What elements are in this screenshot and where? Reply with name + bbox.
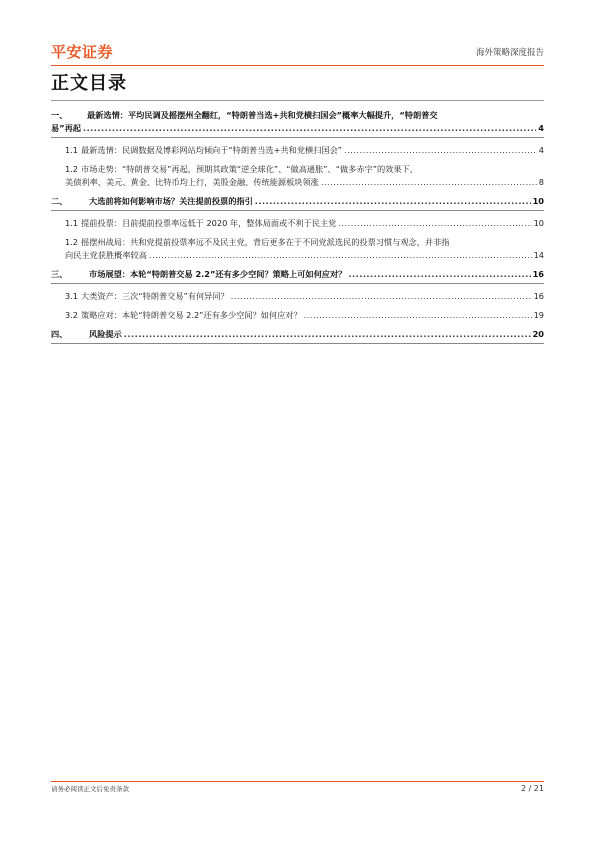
toc-entry-title: 市场展望：本轮“特朗普交易 2.2”还有多少空间？策略上可如何应对？ — [89, 269, 347, 279]
dot-leader — [149, 249, 532, 262]
toc-entry-title-wrap — [65, 290, 229, 303]
toc-entry-text-line — [65, 163, 544, 176]
toc-entry-leader-line — [65, 217, 544, 230]
dot-leader — [344, 144, 537, 157]
section-divider — [51, 137, 544, 138]
dot-leader — [124, 328, 531, 341]
toc-entry-leader-line — [65, 309, 544, 322]
toc-entry-number: 1.2 — [65, 237, 79, 247]
toc-section-entry[interactable] — [51, 268, 544, 284]
toc-entry-title-continued: 向民主党获胜概率较高 — [65, 250, 147, 260]
toc-entry-title-wrap — [65, 144, 342, 157]
page-header — [51, 42, 544, 64]
section-divider — [51, 283, 544, 284]
toc-entry-number: 三、 — [51, 269, 68, 279]
toc-entry-leader-line — [65, 144, 544, 157]
toc-subsection-entry[interactable] — [51, 144, 544, 157]
toc-title: 正文目录 — [51, 73, 127, 94]
toc-entry-number: 四、 — [51, 329, 68, 339]
toc-subsection-entry[interactable] — [51, 309, 544, 322]
toc-entry-text-line — [51, 109, 544, 122]
toc-entry-number: 1.1 — [65, 145, 79, 155]
disclaimer-note: 请务必阅读正文后免责条款 — [51, 785, 129, 793]
toc-entry-title-wrap — [65, 309, 302, 322]
table-of-contents — [51, 103, 544, 344]
toc-page-number: 20 — [532, 329, 544, 339]
toc-subsection-entry[interactable] — [51, 290, 544, 303]
toc-section-entry[interactable] — [51, 195, 544, 211]
toc-entry-title-wrap — [65, 217, 336, 230]
toc-section-entry[interactable] — [51, 328, 544, 344]
toc-entry-leader-line — [51, 122, 544, 135]
toc-entry-title: 风险提示 — [89, 329, 122, 339]
toc-entry-title-wrap — [51, 268, 346, 281]
toc-page-number: 10 — [532, 196, 544, 206]
report-type-label: 海外策略深度报告 — [475, 48, 544, 58]
toc-entry-title: 大类资产：三次“特朗普交易”有何异同？ — [81, 291, 229, 301]
brand-logo: 平安证券 — [51, 43, 114, 61]
toc-entry-title: 大选前将如何影响市场？关注提前投票的指引 — [89, 196, 253, 206]
section-divider — [51, 343, 544, 344]
dot-leader — [338, 217, 531, 230]
toc-entry-number: 3.2 — [65, 310, 79, 320]
toc-entry-title-wrap — [65, 176, 319, 189]
toc-entry-leader-line — [51, 195, 544, 208]
toc-entry-title-continued: 易”再起 — [51, 123, 81, 133]
toc-entry-title: 提前投票：目前提前投票率远低于 2020 年，整体局面或不利于民主党 — [81, 218, 337, 228]
toc-entry-title: 策略应对：本轮“特朗普交易 2.2”还有多少空间？如何应对？ — [81, 310, 302, 320]
toc-page-number: 19 — [533, 310, 544, 320]
dot-leader — [348, 268, 530, 281]
toc-entry-number: 一、 — [51, 110, 68, 120]
toc-entry-title: 摇摆州战局：共和党提前投票率远不及民主党，背后更多在于不同党派选民的投票习惯与观念，并非指 — [81, 237, 450, 247]
toc-entry-leader-line — [65, 249, 544, 262]
toc-page-number: 16 — [533, 291, 544, 301]
toc-entry-number: 1.1 — [65, 218, 79, 228]
toc-entry-title: 最新选情：民调数据及博彩网站均倾向于“特朗普当选+共和党横扫国会” — [81, 145, 343, 155]
toc-entry-leader-line — [51, 268, 544, 281]
footer-divider — [51, 781, 544, 782]
toc-entry-title: 最新选情：平均民调及摇摆州全翻红，“特朗普当选+共和党横扫国会”概率大幅提升，“特朗普交 — [87, 110, 438, 120]
toc-entry-number: 二、 — [51, 196, 68, 206]
toc-entry-title: 市场走势：“特朗普交易”再起，预期其政策“逆全球化”、“做高通胀”、“做多赤字”的效果下， — [81, 164, 418, 174]
toc-entry-leader-line — [51, 328, 544, 341]
toc-entry-leader-line — [65, 290, 544, 303]
section-divider — [51, 210, 544, 211]
toc-page-number: 10 — [533, 218, 544, 228]
title-divider — [51, 100, 544, 101]
dot-leader — [321, 176, 537, 189]
toc-subsection-entry[interactable] — [51, 236, 544, 262]
toc-section-entry[interactable] — [51, 109, 544, 138]
toc-entry-text-line — [65, 236, 544, 249]
toc-page-number: 4 — [538, 145, 544, 155]
toc-page-number: 4 — [538, 123, 544, 133]
page-number: 2 / 21 — [520, 784, 544, 793]
toc-entry-title-wrap — [51, 122, 81, 135]
dot-leader — [83, 122, 536, 135]
toc-entry-title-continued: 美债利率、美元、黄金、比特币均上行，美股金融、传统能源板块领涨 — [65, 177, 319, 187]
header-divider — [51, 65, 544, 66]
dot-leader — [255, 195, 531, 208]
toc-entry-number: 3.1 — [65, 291, 79, 301]
dot-leader — [304, 309, 532, 322]
toc-entry-title-wrap — [65, 249, 147, 262]
toc-page-number: 16 — [532, 269, 544, 279]
toc-subsection-entry[interactable] — [51, 217, 544, 230]
toc-entry-title-wrap — [51, 328, 122, 341]
toc-page-number: 8 — [538, 177, 544, 187]
toc-entry-number: 1.2 — [65, 164, 79, 174]
toc-entry-leader-line — [65, 176, 544, 189]
toc-entry-title-wrap — [51, 195, 253, 208]
toc-page-number: 14 — [533, 250, 544, 260]
toc-subsection-entry[interactable] — [51, 163, 544, 189]
dot-leader — [231, 290, 532, 303]
